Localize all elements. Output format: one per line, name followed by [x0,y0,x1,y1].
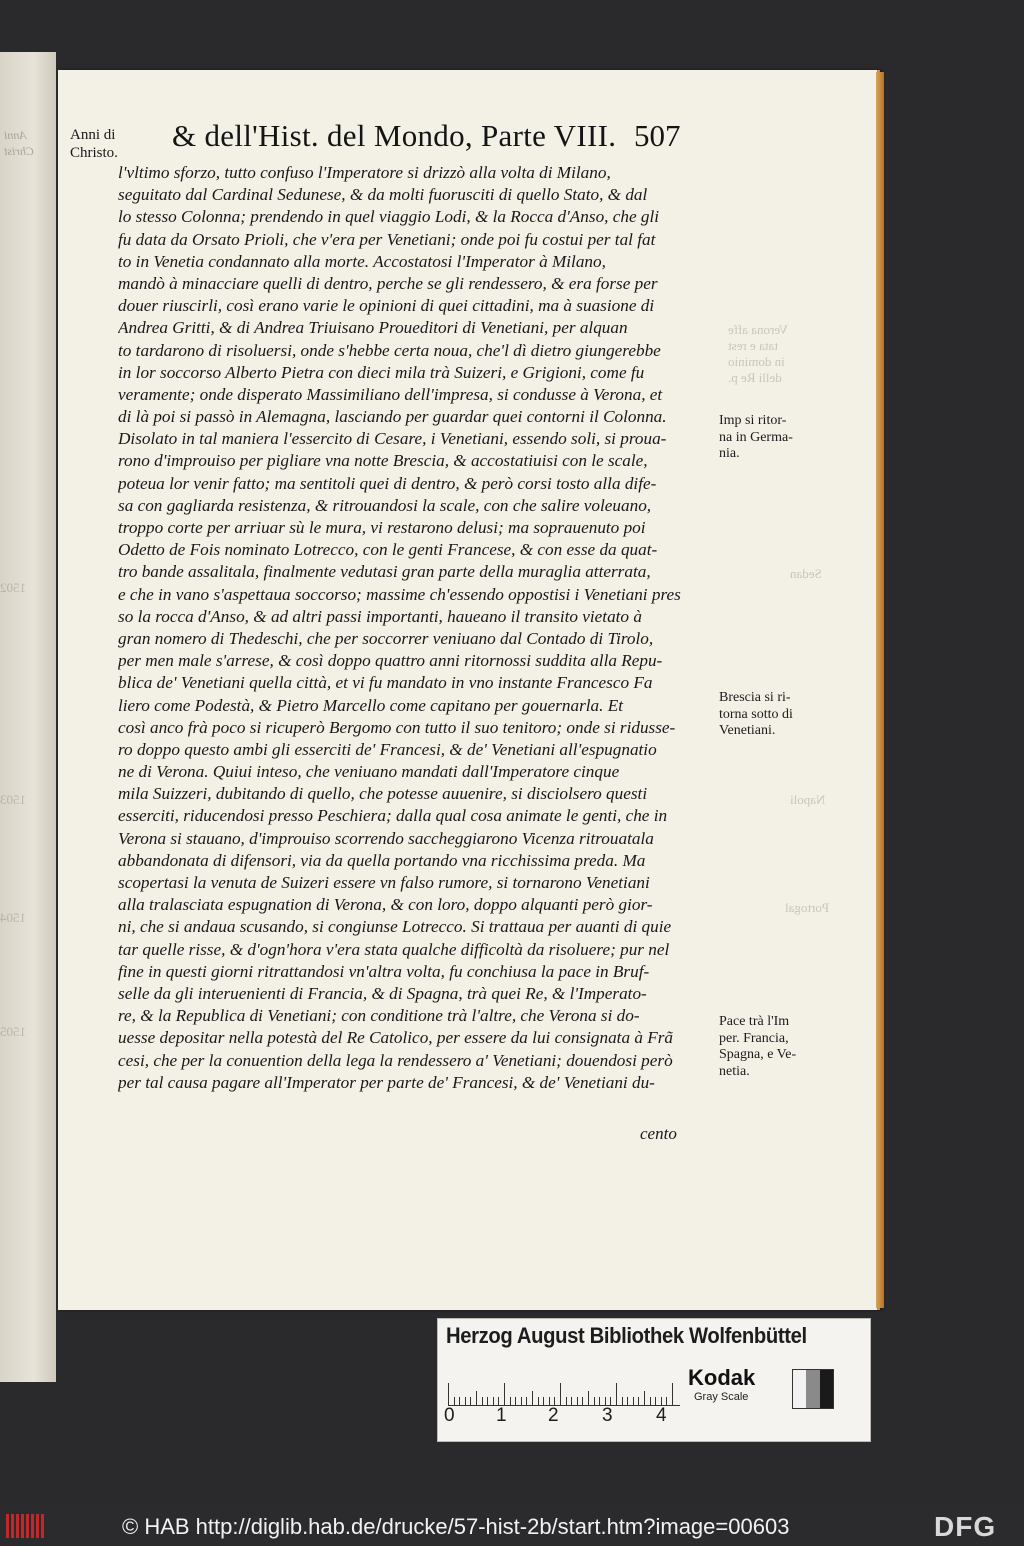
kodak-logo: Kodak [688,1365,756,1390]
bleed-text: Anni [4,128,27,142]
marginal-line: netia. [719,1063,750,1079]
text-line: mandò à minacciare quelli di dentro, perche se gli rendessero, & era forse per [118,273,658,293]
ruler-label: 3 [602,1405,613,1426]
ruler-tick [616,1383,617,1405]
ruler-tick [622,1397,623,1405]
gray-patch [793,1370,806,1408]
ruler-tick [448,1383,449,1405]
text-line: selle da gli interuenienti di Francia, & di Spagna, trà quei Re, & l'Imperato- [118,983,647,1003]
gray-scale-label: Gray Scale [694,1391,749,1403]
text-line: e che in vano s'aspettaua soccorso; massime ch'essendo oppostisi i Venetiani pres [118,584,681,604]
text-line: lo stesso Colonna; prendendo in quel viaggio Lodi, & la Rocca d'Anso, che gli [118,207,660,227]
ruler-label: 2 [548,1405,559,1426]
text-line: tro bande assalitala, finalmente vedutasi gran parte della muraglia atterrata, [118,562,651,582]
ruler-tick [504,1383,505,1405]
text-line: di là poi si passò in Alemagna, lasciando per guardar quei contorni il Colonna. [118,407,667,427]
marginal-line: Spagna, e Ve- [719,1047,797,1062]
scale-ruler [448,1365,680,1406]
ruler-tick [666,1397,667,1405]
text-line: fu data da Orsato Prioli, che v'era per Venetiani; onde poi fu costui per tal fat [118,229,656,249]
gray-scale-patch [792,1369,834,1409]
text-line: per men male s'arrese, & così doppo quattro anni ritornossi suddita alla Repu- [118,651,663,671]
ruler-tick [476,1391,477,1405]
text-line: re, & la Republica di Venetiani; con conditione trà l'altre, che Verona si do- [118,1006,640,1026]
ruler-label: 4 [656,1405,667,1426]
text-line: Andrea Gritti, & di Andrea Triuisano Proueditori di Venetiani, per alquan [118,318,628,338]
ruler-tick [655,1397,656,1405]
marginal-line: Venetiani. [719,723,776,738]
text-line: rono d'improuiso per pigliare vna notte Brescia, & accostatiuisi con le scale, [118,451,648,471]
text-line: to in Venetia condannato alla morte. Accostatosi l'Imperator à Milano, [118,251,606,271]
marginal-line: Brescia si ri- [719,690,791,705]
ruler-tick [599,1397,600,1405]
ruler-tick [672,1383,673,1405]
ruler-tick [465,1397,466,1405]
page-fore-edge [876,72,884,1308]
text-line: Disolato in tal maniera l'essercito di Cesare, i Venetiani, essendo soli, si proua- [118,429,667,449]
side-label-line: Anni di [70,127,116,143]
bleed-text: Napoli [790,792,826,807]
ruler-tick [582,1397,583,1405]
ruler-tick [498,1397,499,1405]
dfg-logo: DFG [934,1511,997,1542]
marginal-line: torna sotto di [719,706,793,722]
library-name: Herzog August Bibliothek Wolfenbüttel [446,1323,807,1348]
facing-page-edge [0,52,56,1382]
ruler-tick [521,1397,522,1405]
bleed-text: delli Re p. [728,370,782,385]
ruler-tick [459,1397,460,1405]
ruler-tick [571,1397,572,1405]
ruler-tick [515,1397,516,1405]
bleed-text: 1503 [0,792,26,807]
bleed-text: tata e rest [728,338,778,353]
text-line: per tal causa pagare all'Imperator per parte de' Francesi, & de' Venetiani du- [118,1072,655,1092]
viewer-footer [0,1506,1024,1546]
text-line: liero come Podestà, & Pietro Marcello come capitano per gouernarla. Et [118,695,624,715]
text-line: l'vltimo sforzo, tutto confuso l'Imperatore si drizzò alla volta di Milano, [118,163,611,182]
ruler-tick [638,1397,639,1405]
ruler-tick [526,1397,527,1405]
text-line: fine in questi giorni ritrattandosi vn'altra volta, fu conchiusa la pace in Bruf- [118,961,650,981]
text-line: cesi, che per la conuention della lega la rendessero a' Venetiani; douendosi però [118,1050,673,1070]
bleed-text: Portogal [785,900,830,915]
text-line: blica de' Venetiani quella città, et vi fu mandato in vno instante Francesco Fa [118,673,653,693]
bleed-text: Sedan [790,566,822,581]
text-line: Odetto de Fois nominato Lotrecco, con le genti Francese, & con esse da quat- [118,540,658,560]
gray-patch [820,1370,833,1408]
catchword: cento [640,1124,677,1143]
gray-patch [806,1370,819,1408]
ruler-tick [661,1397,662,1405]
marginal-line: per. Francia, [719,1030,789,1046]
marginal-note [719,413,819,463]
text-line: esserciti, riducendosi presso Peschiera; dalla qual cosa animate le genti, che in [118,806,668,826]
running-title: & dell'Hist. del Mondo, Parte VIII. [172,118,617,153]
marginal-note [719,1014,819,1080]
text-line: abbandonata di difensori, via da quella portando vna ricchissima preda. Ma [118,850,646,870]
ruler-tick [549,1397,550,1405]
text-line: in lor soccorso Alberto Pietra con dieci mila trà Suizeri, e Grigioni, come fu [118,362,645,382]
ruler-tick [538,1397,539,1405]
ruler-tick [493,1397,494,1405]
side-label [70,126,146,162]
ruler-tick [487,1397,488,1405]
ruler-tick [543,1397,544,1405]
ruler-tick [482,1397,483,1405]
source-credit: © HAB http://diglib.hab.de/drucke/57-hist-2b/start.htm?image=00603 [122,1514,790,1539]
body-text [118,162,712,1094]
text-line: sa con gagliarda resistenza, & ritrouandosi la scale, con che salire voleuano, [118,495,652,515]
text-line: mila Suizzeri, dubitando di quello, che potesse auuenire, si disciolsero questi [118,784,648,804]
bleed-text: Verona affe [728,322,789,337]
text-line: Verona si stauano, d'improuiso scorrendo saccheggiarono Vicenza ritrouatala [118,828,654,848]
text-line: gran nomero di Thedeschi, che per soccorrer veniuano dal Contado di Tirolo, [118,628,654,648]
bleed-text: 1502 [0,580,26,595]
bleed-text: in dominio [728,354,785,369]
ruler-tick [577,1397,578,1405]
text-line: ro doppo questo ambi gli esserciti de' Francesi, & de' Venetiani all'espugnatio [118,739,657,759]
color-target-card [437,1318,871,1442]
text-line: scopertasi la venuta de Suizeri essere vn falso rumore, si tornarono Venetiani [118,873,650,892]
text-line: seguitato dal Cardinal Sedunese, & da molti fuorusciti di quello Stato, & dal [118,185,648,205]
marginal-note [719,690,819,740]
bleed-text: 1505 [0,1024,26,1039]
ruler-tick [644,1391,645,1405]
text-line: so la rocca d'Anso, & ad altri passi importanti, haueano il transito vietato à [118,606,642,626]
ruler-tick [633,1397,634,1405]
ruler-tick [594,1397,595,1405]
page-number: 507 [634,118,681,153]
text-line: to tardarono di risoluersi, onde s'hebbe certa noua, che'l dì dietro giungerebbe [118,340,661,360]
marginal-line: Imp si ritor- [719,413,787,428]
hab-logo-icon [6,1514,46,1538]
ruler-tick [454,1397,455,1405]
side-label-line: Christo. [70,145,118,161]
ruler-tick [627,1397,628,1405]
bleed-text: Christ [4,144,35,158]
marginal-line: Pace trà l'Im [719,1014,790,1029]
ruler-tick [510,1397,511,1405]
marginal-line: nia. [719,446,740,461]
ruler-tick [566,1397,567,1405]
ruler-tick [605,1397,606,1405]
bleed-text: 1504 [0,910,26,925]
ruler-tick [470,1397,471,1405]
ruler-tick [610,1397,611,1405]
text-line: poteua lor venir fatto; ma sentitoli quei di dentro, & però corsi tosto alla dife- [118,473,657,493]
ruler-tick [650,1397,651,1405]
text-line: tar quelle risse, & d'ogn'hora v'era stata qualche difficoltà da risoluere; pur nel [118,939,670,959]
ruler-label: 0 [444,1405,455,1426]
text-line: veramente; onde disperato Massimiliano dell'impresa, si condusse à Verona, et [118,384,663,404]
marginal-line: na in Germa- [719,429,793,445]
text-line: ne di Verona. Quiui inteso, che veniuano mandati dall'Imperatore cinque [118,762,620,782]
text-line: troppo corte per arriuar sù le mura, vi restarono delusi; ma soprauenuto poi [118,518,646,537]
text-line: uesse depositar nella potestà del Re Catolico, per essere da lui consignata à Frã [118,1028,674,1048]
ruler-tick [560,1383,561,1405]
ruler-label: 1 [496,1405,507,1426]
text-line: alla tralasciata espugnation di Verona, & con loro, doppo alquanti però gior- [118,895,653,915]
text-line: così anco frà poco si ricuperò Bergomo con tutto il suo tenitoro; onde si ridusse- [118,717,676,737]
ruler-tick [588,1391,589,1405]
text-line: ni, che si andaua scusando, si congiunse Lotrecco. Si trattaua per auanti di quie [118,917,672,937]
ruler-tick [532,1391,533,1405]
ruler-tick [554,1397,555,1405]
text-line: douer riuscirli, così erano varie le opinioni di quei cittadini, ma à suasione di [118,296,655,316]
